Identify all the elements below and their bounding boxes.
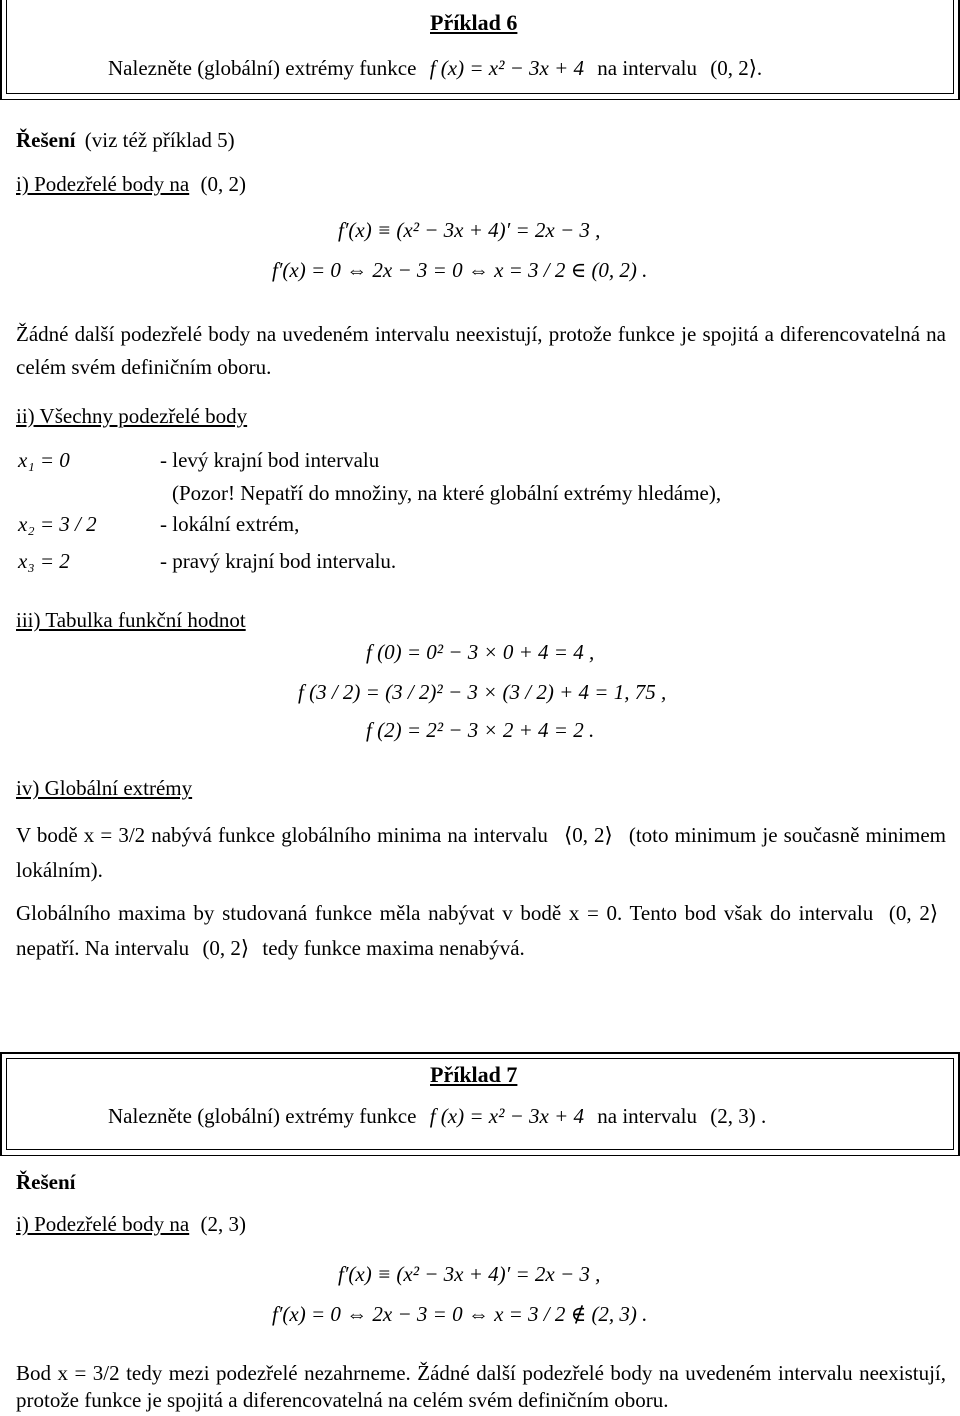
para3-text-b: nepatří. Na intervalu bbox=[16, 935, 190, 960]
example-6-task bbox=[108, 56, 762, 81]
task7-text: Nalezněte (globální) extrémy funkce bbox=[108, 1104, 417, 1128]
task-function: f (x) = x² − 3x + 4 bbox=[429, 56, 585, 80]
step1-7-label: i) Podezřelé body na bbox=[16, 1212, 190, 1236]
paragraph-6-2 bbox=[16, 818, 946, 887]
step1-interval: (0, 2) bbox=[200, 172, 246, 196]
step2-heading-6: ii) Všechny podezřelé body bbox=[16, 404, 248, 428]
paragraph-6-1: Žádné další podezřelé body na uvedeném intervalu neexistují, protože funkce je spojitá a diferencovatelná na celém svém definičním oboru. bbox=[16, 322, 946, 379]
value-f32: f (3 / 2) = (3 / 2)² − 3 × (3 / 2) + 4 = 1, 75 , bbox=[298, 680, 667, 704]
example-7-task bbox=[108, 1104, 766, 1129]
paragraph-6-3 bbox=[16, 896, 946, 965]
point-x1-desc: - levý krajní bod intervalu bbox=[160, 448, 380, 472]
example-6-title: Příklad 6 bbox=[430, 10, 518, 35]
paragraph-7-1: Bod x = 3/2 tedy mezi podezřelé nezahrneme. Žádné další podezřelé body na uvedeném intervalu neexistují, protože funkce je spojitá a diferencovatelná na celém svém definičním oboru. bbox=[16, 1361, 946, 1413]
para2-text-a: V bodě x = 3/2 nabývá funkce globálního minima na intervalu bbox=[16, 823, 548, 847]
equation-critical-7: f′(x) = 0 ⇔ 2x − 3 = 0 ⇔ x = 3 / 2 ∉ (2, 3) . bbox=[272, 1302, 648, 1326]
task7-interval-label: na intervalu bbox=[597, 1104, 697, 1128]
example-7-title: Příklad 7 bbox=[430, 1062, 518, 1087]
task-interval-label: na intervalu bbox=[597, 56, 697, 80]
step4-heading-6: iv) Globální extrémy bbox=[16, 776, 193, 800]
task-text: Nalezněte (globální) extrémy funkce bbox=[108, 56, 417, 80]
para3-text-c: tedy funkce maxima nenabývá. bbox=[262, 935, 525, 960]
para3-interval-2: (0, 2⟩ bbox=[202, 935, 250, 960]
equation-derivative-6: f′(x) ≡ (x² − 3x + 4)′ = 2x − 3 , bbox=[338, 218, 601, 242]
para3-text-a: Globálního maxima by studovaná funkce měla nabývat v bodě x = 0. Tento bod však do intervalu bbox=[16, 901, 874, 925]
value-f2: f (2) = 2² − 3 × 2 + 4 = 2 . bbox=[366, 718, 595, 742]
solution-heading-6 bbox=[16, 128, 235, 153]
para2-text-b: (toto minimum je současně minimem lokálním). bbox=[16, 823, 946, 882]
task-interval: (0, 2⟩. bbox=[710, 56, 763, 80]
point-x2-desc: - lokální extrém, bbox=[160, 512, 300, 536]
value-f0: f (0) = 0² − 3 × 0 + 4 = 4 , bbox=[366, 640, 595, 664]
task7-function: f (x) = x² − 3x + 4 bbox=[429, 1104, 585, 1128]
equation-derivative-7: f′(x) ≡ (x² − 3x + 4)′ = 2x − 3 , bbox=[338, 1262, 601, 1286]
point-x3: x₃ = 2 bbox=[18, 549, 70, 573]
solution-label: Řešení bbox=[16, 128, 76, 152]
para2-interval: ⟨0, 2⟩ bbox=[564, 823, 613, 847]
para3-interval-1: (0, 2⟩ bbox=[888, 901, 939, 925]
step1-heading-7 bbox=[16, 1212, 246, 1237]
point-x3-desc: - pravý krajní bod intervalu. bbox=[160, 549, 397, 573]
point-x2: x₂ = 3 / 2 bbox=[18, 512, 97, 536]
step1-heading-6 bbox=[16, 172, 246, 197]
solution-heading-7: Řešení bbox=[16, 1170, 76, 1194]
step1-7-interval: (2, 3) bbox=[200, 1212, 246, 1236]
task7-interval: (2, 3) . bbox=[710, 1104, 767, 1128]
equation-critical-6: f′(x) = 0 ⇔ 2x − 3 = 0 ⇔ x = 3 / 2 ∈ (0, 2) . bbox=[272, 258, 648, 282]
step1-label: i) Podezřelé body na bbox=[16, 172, 190, 196]
point-x1-note: (Pozor! Nepatří do množiny, na které globální extrémy hledáme), bbox=[172, 481, 722, 505]
point-x1: x₁ = 0 bbox=[18, 448, 70, 472]
solution-note: (viz též příklad 5) bbox=[84, 128, 235, 152]
step3-heading-6: iii) Tabulka funkční hodnot bbox=[16, 608, 246, 632]
